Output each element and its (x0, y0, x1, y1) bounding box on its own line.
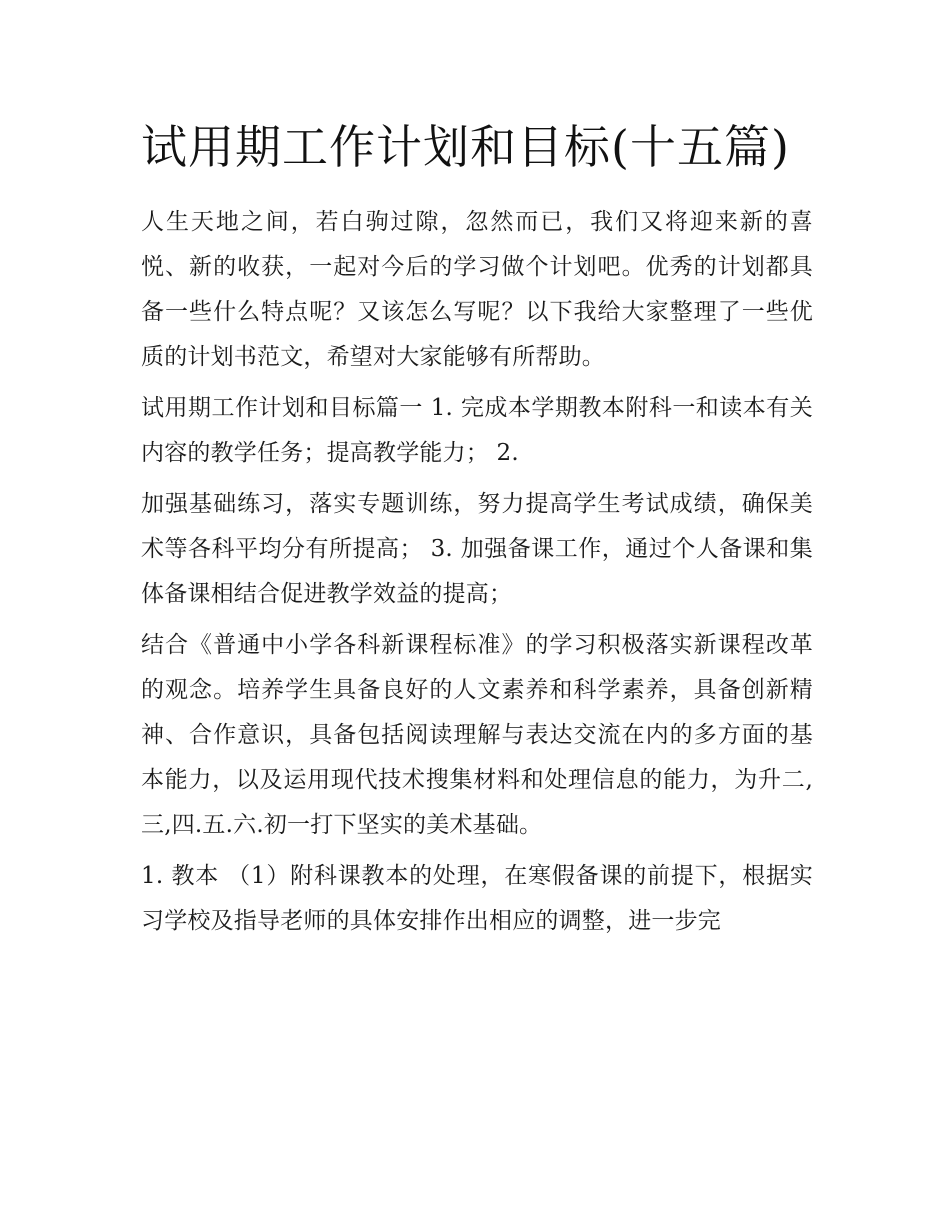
paragraph-textbook: 1. 教本 （1）附科课教本的处理，在寒假备课的前提下，根据实习学校及指导老师的具体安排作出相应的调整，进一步完 (141, 863, 813, 934)
document-body (141, 112, 813, 944)
document-title: 试用期工作计划和目标(十五篇) (141, 120, 790, 174)
paragraph-curriculum-standard: 结合《普通中小学各科新课程标准》的学习积极落实新课程改革的观念。培养学生具备良好的人文素养和科学素养，具备创新精神、合作意识，具备包括阅读理解与表达交流在内的多方面的基本能力，以及运用现代技术搜集材料和处理信息的能力，为升二,三,四.五.六.初一打下坚实的美术基础。 (141, 632, 813, 838)
paragraph-basic-training: 加强基础练习，落实专题训练，努力提高学生考试成绩，确保美术等各科平均分有所提高； 3. 加强备课工作，通过个人备课和集体备课相结合促进教学效益的提高； (141, 491, 813, 607)
paragraph-intro: 人生天地之间，若白驹过隙，忽然而已，我们又将迎来新的喜悦、新的收获，一起对今后的学习做个计划吧。优秀的计划都具备一些什么特点呢？又该怎么写呢？以下我给大家整理了一些优质的计划书范文，希望对大家能够有所帮助。 (141, 209, 813, 370)
paragraph-plan-one: 试用期工作计划和目标篇一 1. 完成本学期教本附科一和读本有关内容的教学任务；提高教学能力； 2. (141, 395, 813, 466)
